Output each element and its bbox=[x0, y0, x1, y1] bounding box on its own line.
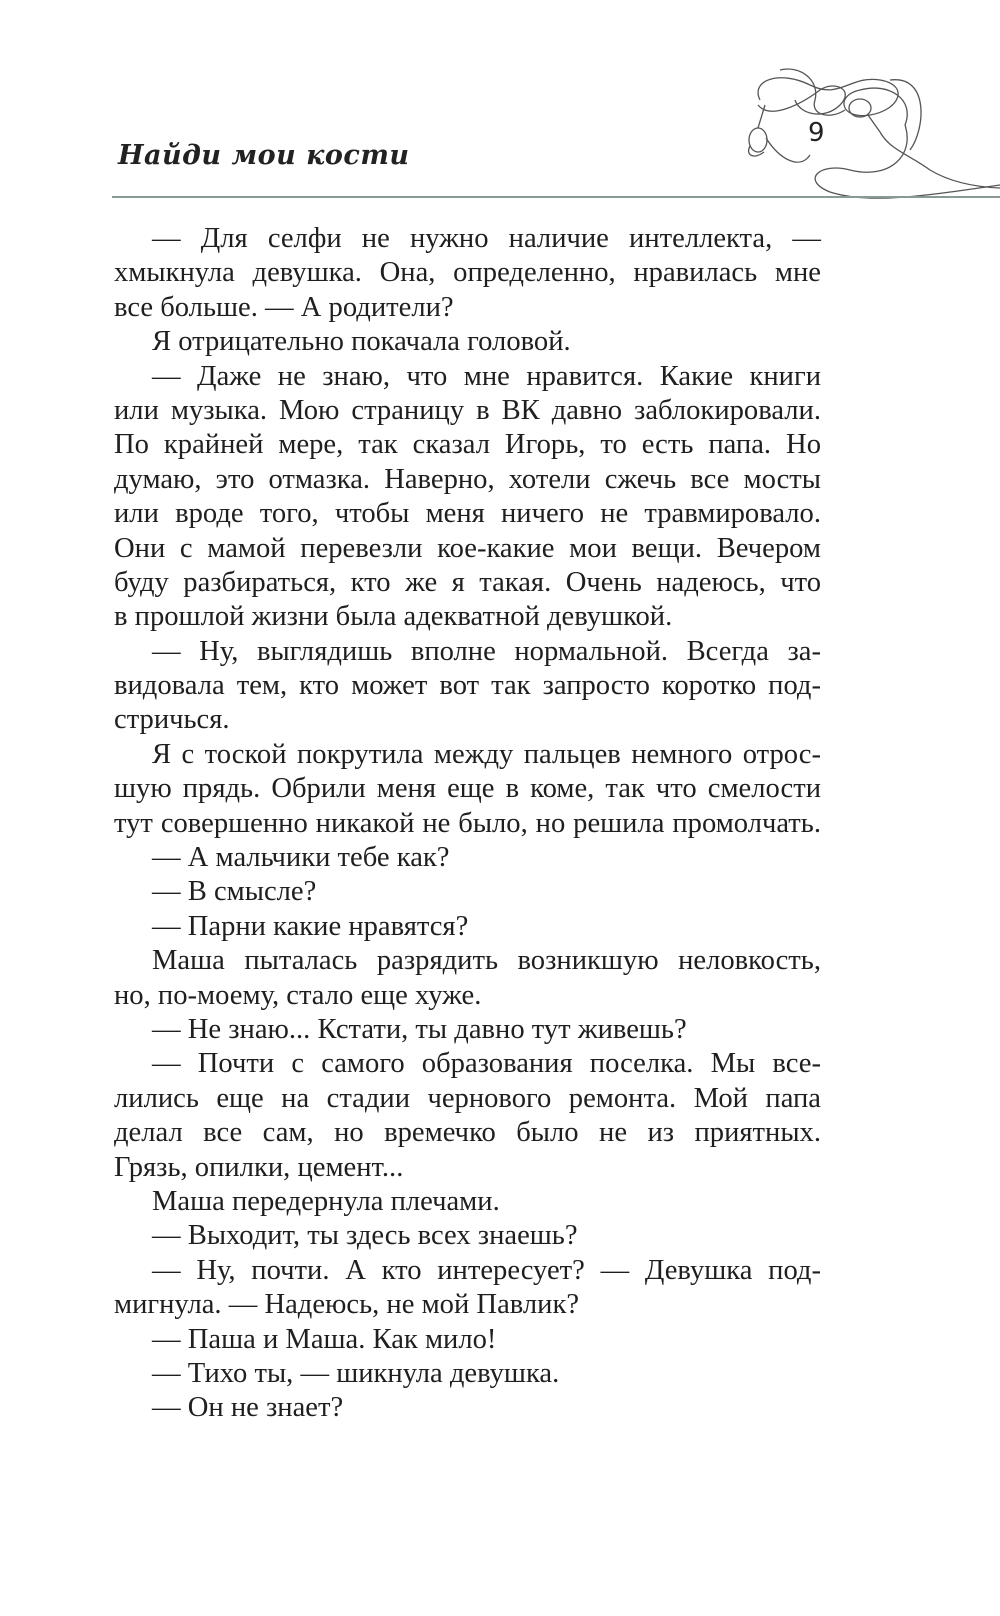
text-line: но, по-моему, стало еще хуже. bbox=[114, 979, 482, 1011]
page-number: 9 bbox=[808, 118, 825, 148]
text-line: делал все сам, но времечко было не из приятных. bbox=[114, 1117, 821, 1149]
body-text bbox=[114, 222, 821, 1426]
text-line: шую прядь. Обрили меня еще в коме, так что смелости bbox=[114, 773, 821, 805]
text-line: или вроде того, чтобы меня ничего не травмировало. bbox=[114, 498, 821, 530]
text-line: — Выходит, ты здесь всех знаешь? bbox=[152, 1220, 578, 1252]
text-line: — Паша и Маша. Как мило! bbox=[152, 1323, 497, 1355]
text-line: стричься. bbox=[114, 704, 230, 736]
text-line: По крайней мере, так сказал Игорь, то есть папа. Но bbox=[114, 429, 821, 461]
text-line: Маша пыталась разрядить возникшую неловкость, bbox=[152, 945, 821, 977]
text-line: Я с тоской покрутила между пальцев немного отрос- bbox=[152, 738, 821, 770]
text-line: лились еще на стадии чернового ремонта. Мой папа bbox=[114, 1082, 821, 1114]
text-line: — А мальчики тебе как? bbox=[152, 842, 450, 874]
text-line: все больше. — А родители? bbox=[114, 291, 454, 323]
text-line: — Тихо ты, — шикнула девушка. bbox=[152, 1357, 560, 1389]
text-line: думаю, это отмазка. Наверно, хотели сжечь все мосты bbox=[114, 463, 821, 495]
text-line: — Почти с самого образования поселка. Мы все- bbox=[152, 1048, 821, 1080]
text-line: мигнула. — Надеюсь, не мой Павлик? bbox=[114, 1289, 580, 1321]
earphones-icon bbox=[740, 60, 1000, 210]
text-line: Я отрицательно покачала головой. bbox=[152, 326, 571, 358]
text-line: — Не знаю... Кстати, ты давно тут живешь? bbox=[152, 1013, 687, 1045]
text-line: в прошлой жизни была адекватной девушкой. bbox=[114, 601, 673, 633]
text-line: — В смысле? bbox=[152, 876, 317, 908]
text-line: — Для селфи не нужно наличие интеллекта, — bbox=[152, 223, 821, 254]
running-title: Найди мои кости bbox=[118, 140, 410, 171]
text-line: — Он не знает? bbox=[152, 1392, 344, 1424]
text-line: Они с мамой перевезли кое-какие мои вещи. Вечером bbox=[114, 532, 821, 564]
text-line: тут совершенно никакой не было, но решила промолчать. bbox=[114, 807, 821, 839]
text-line: — Ну, почти. А кто интересует? — Девушка под- bbox=[152, 1254, 821, 1286]
header-divider bbox=[112, 196, 1000, 198]
text-line: Грязь, опилки, цемент... bbox=[114, 1151, 404, 1183]
text-line: — Парни какие нравятся? bbox=[152, 910, 469, 942]
text-line: или музыка. Мою страницу в ВК давно заблокировали. bbox=[114, 394, 821, 426]
text-line: — Ну, выглядишь вполне нормальной. Всегда за- bbox=[152, 635, 821, 667]
text-line: хмыкнула девушка. Она, определенно, нравилась мне bbox=[114, 257, 821, 289]
text-line: — Даже не знаю, что мне нравится. Какие книги bbox=[152, 360, 821, 392]
text-line: Маша передернула плечами. bbox=[152, 1185, 500, 1217]
text-line: видовала тем, кто может вот так запросто коротко под- bbox=[114, 670, 821, 702]
text-line: буду разбираться, кто же я такая. Очень надеюсь, что bbox=[114, 566, 821, 598]
